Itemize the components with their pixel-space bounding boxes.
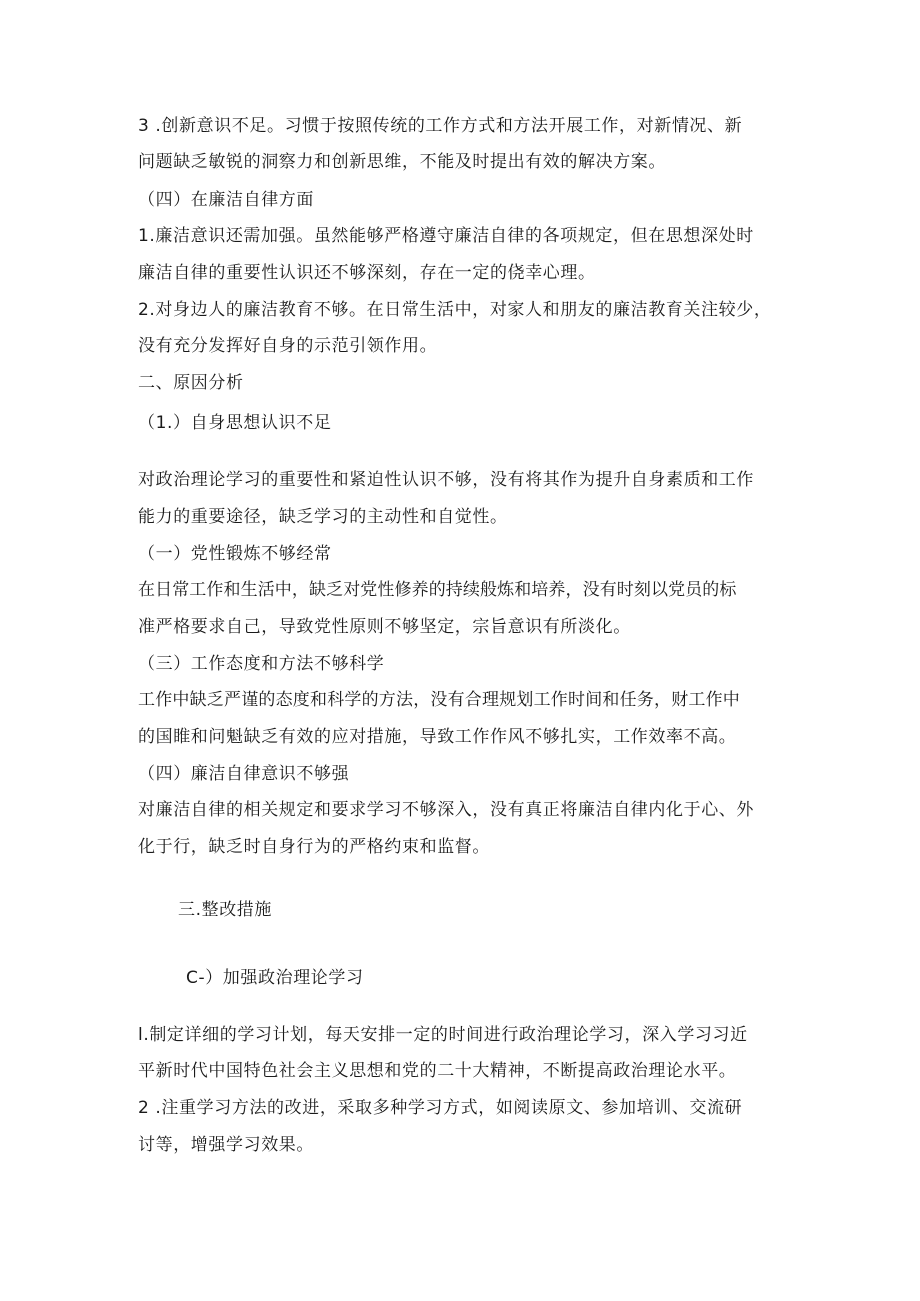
text-line: l.制定详细的学习计划，每天安排一定的时间进行政治理论学习，深入学习习近	[138, 1025, 748, 1045]
section-heading: （四）廉洁自律意识不够强	[138, 764, 350, 784]
text-line: 3 .创新意识不足。习惯于按照传统的工作方式和方法开展工作，对新情况、新	[138, 116, 743, 136]
section-heading: C-）加强政治理论学习	[186, 968, 364, 988]
section-heading: 三.整改措施	[178, 900, 273, 920]
section-heading: （四）在廉洁自律方面	[138, 190, 314, 210]
text-line: 在日常工作和生活中，缺乏对党性修养的持续般炼和培养，没有时刻以党员的标	[138, 580, 737, 600]
text-line: 1.廉洁意识还需加强。虽然能够严格遵守廉洁自律的各项规定，但在思想深处时	[138, 226, 754, 246]
text-line: 平新时代中国特色社会主义思想和党的二十大精神，不断提高政治理论水平。	[138, 1061, 737, 1081]
text-line: 能力的重要途径，缺乏学习的主动性和自觉性。	[138, 507, 508, 527]
text-line: 对廉洁自律的相关规定和要求学习不够深入，没有真正将廉洁自律内化于心、外	[138, 800, 754, 820]
text-line: 廉洁自律的重要性认识还不够深刻，存在一定的侥幸心理。	[138, 263, 596, 283]
text-line: 准严格要求自己，导致党性原则不够坚定，宗旨意识有所淡化。	[138, 617, 631, 637]
text-line: 2 .注重学习方法的改进，采取多种学习方式，如阅读原文、参加培训、交流研	[138, 1098, 743, 1118]
text-line: 对政治理论学习的重要性和紧迫性认识不够，没有将其作为提升自身素质和工作	[138, 470, 754, 490]
text-line: 2.对身边人的廉洁教育不够。在日常生活中，对家人和朋友的廉洁教育关注较少，	[138, 300, 772, 320]
text-line: 工作中缺乏严谨的态度和科学的方法，没有合理规划工作时间和任务，财工作中	[138, 690, 740, 710]
section-heading: （三）工作态度和方法不够科学	[138, 654, 385, 674]
text-line: 问题缺乏敏锐的洞察力和创新思维，不能及时提出有效的解决方案。	[138, 152, 666, 172]
section-heading: （一）党性锻炼不够经常	[138, 544, 332, 564]
text-line: 讨等，增强学习效果。	[138, 1135, 314, 1155]
text-line: 的国睢和问魁缺乏有效的应对措施，导致工作作风不够扎实，工作效率不高。	[138, 727, 737, 747]
section-heading: （1.）自身思想认识不足	[138, 413, 332, 433]
text-line: 没有充分发挥好自身的示范引领作用。	[138, 336, 438, 356]
text-line: 化于行，缺乏时自身行为的严格约束和监督。	[138, 837, 490, 857]
section-heading: 二、原因分析	[138, 373, 244, 393]
